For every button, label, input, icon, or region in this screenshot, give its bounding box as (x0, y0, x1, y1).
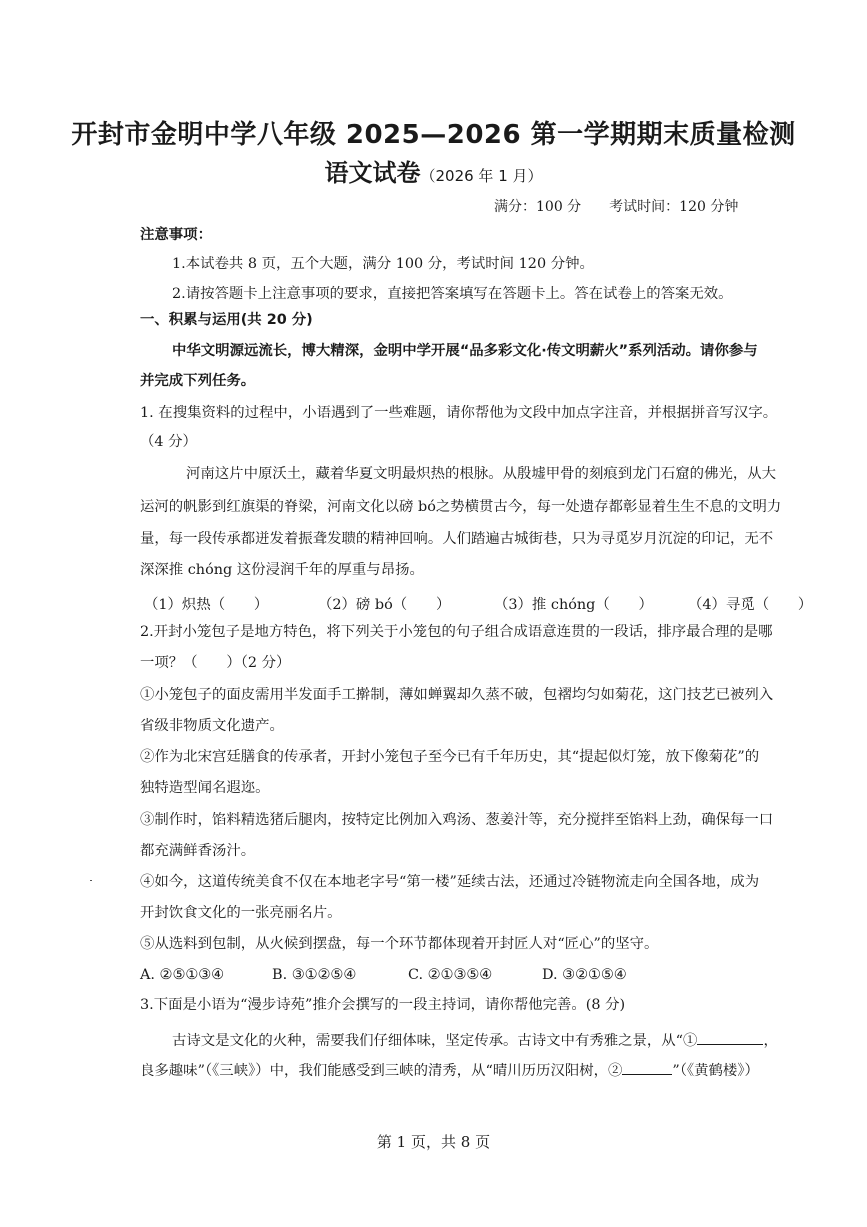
notes-heading: 注意事项： (140, 227, 212, 243)
page-footer: 第 1 页，共 8 页 (376, 1133, 491, 1151)
q1-option: （1）炽热（ ） (144, 597, 269, 613)
q2-sentence-line: ④如今，这道传统美食不仅在本地老字号“第一楼”延续古法，还通过冷链物流走向全国各地，成为 (140, 874, 760, 890)
q1-stem: 1. 在搜集资料的过程中，小语遇到了一些难题，请你帮他为文段中加点字注音，并根据拼音写汉字。 (140, 405, 778, 421)
q2-choice: B. ③①②⑤④ (272, 967, 357, 983)
q2-stem: 一项？（ ）（2 分） (140, 655, 291, 671)
section1-heading: 一、积累与运用(共 20 分) (140, 312, 313, 328)
exam-subtitle-line (0, 153, 867, 188)
q2-sentence-line: 都充满鲜香汤汁。 (140, 843, 256, 859)
exam-title: 开封市金明中学八年级 2025—2026 第一学期期末质量检测 (71, 120, 796, 150)
section1-intro: 中华文明源远流长，博大精深，金明中学开展“品多彩文化·传文明薪火”系列活动。请你参与 (172, 343, 758, 359)
q2-sentence-line: 独特造型闻名遐迩。 (140, 780, 270, 796)
q3-blank-2[interactable] (622, 1061, 672, 1075)
q2-choice: C. ②①③⑤④ (408, 967, 493, 983)
q3-line (140, 1061, 759, 1078)
q2-sentence-line: 省级非物质文化遗产。 (140, 718, 284, 734)
q2-sentence-line: ⑤从选料到包制，从火候到摆盘，每一个环节都体现着开封匠人对“匠心”的坚守。 (140, 936, 659, 952)
q2-sentence-line: ②作为北宋宫廷膳食的传承者，开封小笼包子至今已有千年历史，其“提起似灯笼，放下像菊花”的 (140, 749, 760, 765)
q1-option: （2）磅 bó（ ） (318, 597, 451, 613)
q2-sentence-line: ③制作时，馅料精选猪后腿肉，按特定比例加入鸡汤、葱姜汁等，充分搅拌至馅料上劲，确保每一口 (140, 812, 774, 828)
exam-date: （2026 年 1 月） (420, 167, 543, 185)
q2-choice: A. ②⑤①③④ (140, 967, 225, 983)
notes-item: 2.请按答题卡上注意事项的要求，直接把答案填写在答题卡上。答在试卷上的答案无效。 (172, 286, 733, 302)
exam-subtitle: 语文试卷 (324, 159, 421, 187)
exam-time: 考试时间：120 分钟 (609, 199, 739, 215)
q1-option: （4）寻觅（ ） (688, 597, 813, 613)
q1-stem: （4 分） (140, 434, 197, 450)
q3-line-text: 良多趣味”（《三峡》）中，我们能感受到三峡的清秀，从“晴川历历汉阳树，② (140, 1063, 623, 1079)
q1-passage-line: 量，每一段传承都迸发着振聋发聩的精神回响。人们踏遍古城街巷，只为寻觅岁月沉淀的印记，无不 (140, 531, 774, 547)
q1-passage-line: 深深推 chóng 这份浸润千年的厚重与昂扬。 (140, 562, 424, 578)
full-score: 满分：100 分 (494, 199, 582, 215)
q3-line-end: ， (763, 1033, 778, 1049)
q1-option: （3）推 chóng（ ） (494, 597, 653, 613)
q2-sentence-line: 开封饮食文化的一张亮丽名片。 (140, 905, 342, 921)
q3-line (172, 1031, 778, 1048)
q2-choice: D. ③②①⑤④ (542, 967, 627, 983)
notes-item: 1.本试卷共 8 页，五个大题，满分 100 分，考试时间 120 分钟。 (172, 256, 594, 272)
scan-speck (90, 880, 92, 881)
q2-stem: 2.开封小笼包子是地方特色，将下列关于小笼包的句子组合成语意连贯的一段话，排序最合理的是哪 (140, 624, 773, 640)
q3-stem: 3.下面是小语为“漫步诗苑”推介会撰写的一段主持词，请你帮他完善。(8 分) (140, 997, 626, 1013)
q3-blank-1[interactable] (697, 1031, 763, 1045)
exam-meta (494, 196, 738, 216)
q1-passage-line: 河南这片中原沃土，藏着华夏文明最炽热的根脉。从殷墟甲骨的刻痕到龙门石窟的佛光，从大 (186, 466, 777, 482)
q2-sentence-line: ①小笼包子的面皮需用半发面手工擀制，薄如蝉翼却久蒸不破，包褶均匀如菊花，这门技艺已被列入 (140, 687, 774, 703)
q1-passage-line: 运河的帆影到红旗渠的脊梁，河南文化以磅 bó之势横贯古今，每一处遗存都彰显着生生不息的文明力 (140, 499, 782, 515)
q3-line-text: ”（《黄鹤楼》） (672, 1063, 759, 1079)
section1-intro: 并完成下列任务。 (140, 373, 256, 389)
q3-line-text: 古诗文是文化的火种，需要我们仔细体味，坚定传承。古诗文中有秀雅之景，从“① (172, 1033, 698, 1049)
